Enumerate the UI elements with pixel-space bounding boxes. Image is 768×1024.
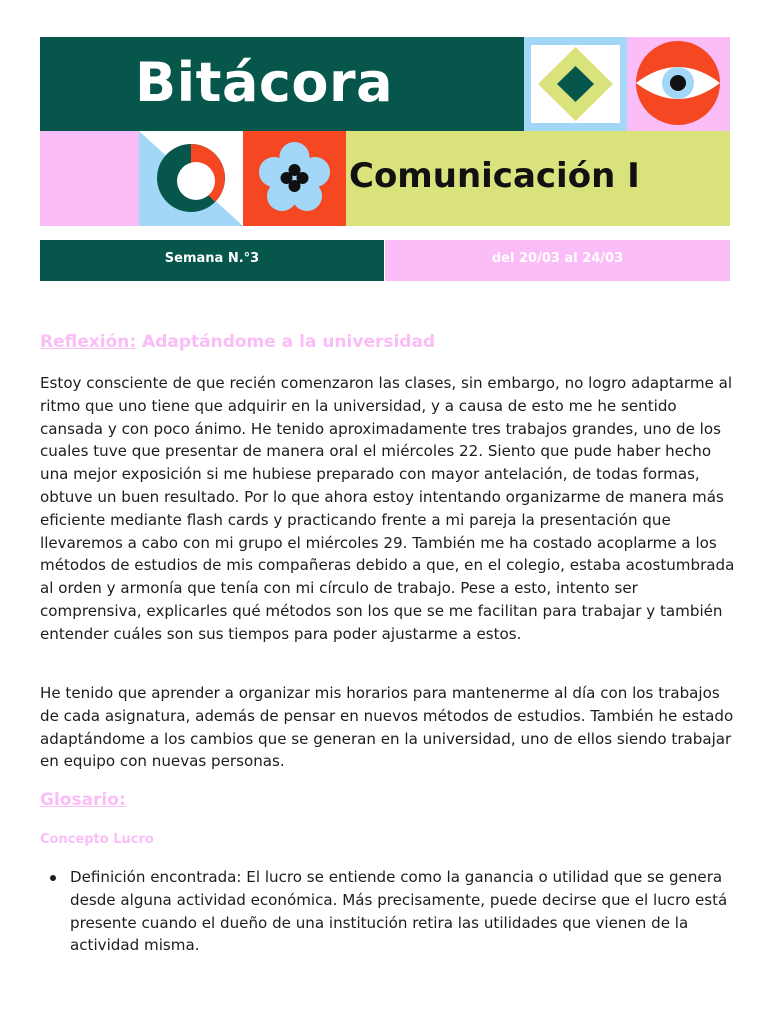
diamond-tile	[524, 37, 627, 131]
glossary-definition: Definición encontrada: El lucro se entiende como la ganancia o utilidad que se genera desde alguna actividad económica. Más precisamente, puede decirse que el lucro está presente cuando el dueño de una institución retira las utilidades que vienen de la actividad misma.	[70, 868, 728, 955]
glossary-heading: Glosario:	[40, 790, 126, 810]
concept-heading: Concepto Lucro	[40, 832, 154, 847]
course-title: Comunicación I	[349, 156, 640, 196]
reflection-heading	[40, 332, 435, 352]
half-circle-icon	[139, 131, 243, 226]
pink-tile	[40, 131, 139, 226]
reflection-paragraph-2: He tenido que aprender a organizar mis horarios para mantenerme al día con los trabajos de cada asignatura, además de pensar en nuevos métodos de estudios. También he estado adaptándome a los cambios que se generan en la universidad, uno de ellos siendo trabajar en equipo con nuevas personas.	[40, 684, 734, 771]
reflection-paragraph-1: Estoy consciente de que recién comenzaron las clases, sin embargo, no logro adaptarme al ritmo que uno tiene que adquirir en la universidad, y a causa de esto me he sentido cansada y con poco ánimo. He tenido aproximadamente tres trabajos grandes, uno de los cuales tuve que presentar de manera oral el miércoles 22. Siento que pude haber hecho una mejor exposición si me hubiese preparado con mayor antelación, de todas formas, obtuve un buen resultado. Por lo que ahora estoy intentando organizarme de manera más eficiente mediante flash cards y practicando frente a mi pareja la presentación que llevaremos a cabo con mi grupo el miércoles 29. También me ha costado acoplarme a los métodos de estudios de mis compañeras debido a que, en el colegio, estaba acostumbrada al orden y armonía que tenía con mi círculo de trabajo. Pese a esto, intento ser comprensiva, explicarles qué métodos son los que se me facilitan para trabajar y también entender cuáles son sus tiempos para poder ajustarme a estos.	[40, 374, 735, 643]
header-banner	[40, 37, 730, 226]
course-block	[346, 131, 730, 226]
diamond-icon	[524, 37, 627, 131]
flower-tile	[243, 131, 346, 226]
week-dates: del 20/03 al 24/03	[385, 240, 730, 281]
bullet-icon	[50, 875, 56, 881]
title-block	[40, 37, 524, 131]
eye-icon	[627, 37, 730, 131]
eye-tile	[627, 37, 730, 131]
week-bar	[40, 240, 730, 281]
reflection-label: Reflexión:	[40, 332, 137, 352]
half-circle-tile	[139, 131, 243, 226]
flower-icon	[243, 131, 346, 226]
reflection-title: Adaptándome a la universidad	[142, 332, 436, 352]
week-label: Semana N.°3	[40, 240, 384, 281]
page-title: Bitácora	[135, 51, 394, 114]
